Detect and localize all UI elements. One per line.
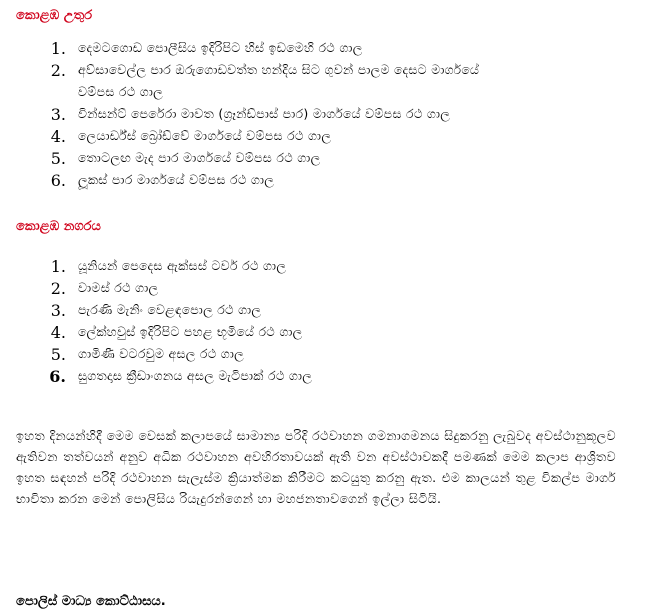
signature-police-media-division: පොලිස් මාධ්‍ය කොට්ඨාසය. [16,594,166,609]
list-number: 2. [50,60,66,80]
list-item [40,277,312,299]
list-item [40,125,479,147]
list-item [40,321,312,343]
list-item [40,299,312,321]
section-heading-colombo-north: කොළඹ උතුර [16,8,93,23]
list-item [40,103,479,125]
list-number: 1. [50,38,66,58]
list-text: ලූකස් පාර මාර්ගයේ වම්පස රථ ගාල [78,172,275,187]
list-item [40,169,479,191]
list-text: ගාමිණී වටරවුම අසල රථ ගාල [78,346,244,361]
notice-paragraph: ඉහත දිනයන්හිදී මෙම වෙසක් කලාපයේ සාමාන්‍ය පරිදි රථවාහන ගමනාගමනය සිදුකරනු ලැබුවද අවස්ථානුකූලව ඇතිවන තත්වයන් අනුව අධික රථවාහන අවහිරතාවයක් ඇති වන අවස්ථාවකදී පමණක් මෙම කලාප ආශ්‍රිතව ඉහත සඳහන් පරිදි රථවාහන සැලැස්ම ක්‍රියාත්මක කිරීමට කටයුතු කරනු ඇත. එම කාලයන් තුළ විකල්ප මාර්ග භාවිතා කරන මෙන් පොලිසිය රියැදුරන්ගෙන් හා මහජනතාවගෙන් ඉල්ලා සිටියි. [16,428,616,506]
list-number: 4. [50,322,66,342]
list-text: වාමස් රථ ගාල [78,280,159,295]
list-text: අව්සාවෙල්ල පාර ඔරුගොඩවත්ත හන්දිය සිට ගුවන් පාලම දෙසට මාර්ගයේ [78,62,480,77]
colombo-city-list [40,255,312,387]
list-item [40,147,479,169]
list-number: 4. [50,126,66,146]
list-item [40,37,479,59]
list-number: 3. [50,300,66,320]
list-number: 2. [50,278,66,298]
section-heading-colombo-city: කොළඹ නගරය [16,219,101,234]
list-item [40,255,312,277]
colombo-north-list [40,37,479,191]
list-text: සුගතදාස ක්‍රීඩාංගනය අසල මැටිපාක් රථ ගාල [78,368,313,383]
list-item-continuation [40,81,479,103]
list-text: පැරණි මැනිං වෙළඳපොල රථ ගාල [78,302,262,317]
list-item [40,343,312,365]
list-number: 1. [50,256,66,276]
list-number: 3. [50,104,66,124]
list-text: දෙමටගොඩ පොලීසිය ඉදිරිපිට හිස් ඉඩමෙහි රථ ගාල [78,40,363,55]
list-number: 5. [50,148,66,168]
list-number: 6. [49,366,66,386]
list-number: 6. [50,170,66,190]
list-text: වම්පස රථ ගාල [78,84,163,99]
list-item [40,59,479,81]
list-number: 5. [50,344,66,364]
list-item [40,365,312,387]
list-text: ලේක්හවුස් ඉදිරිපිට පහළ භූමියේ රථ ගාල [78,324,303,339]
list-text: ලෙයාර්ඩ්ස් බ්‍රෝඩ්වේ මාර්ගයේ වම්පස රථ ගාල [78,128,332,143]
list-text: තොටලඟ මැද පාර මාර්ගයේ වම්පස රථ ගාල [78,150,321,165]
list-text: යූනියන් පෙදෙස ඇක්සස් ටවර් රථ ගාල [78,258,287,273]
list-text: වින්සන්ට් පෙරේරා මාවත (ග්‍රෑන්ඩ්පාස් පාර) මාර්ගයේ වම්පස රථ ගාල [78,106,451,121]
